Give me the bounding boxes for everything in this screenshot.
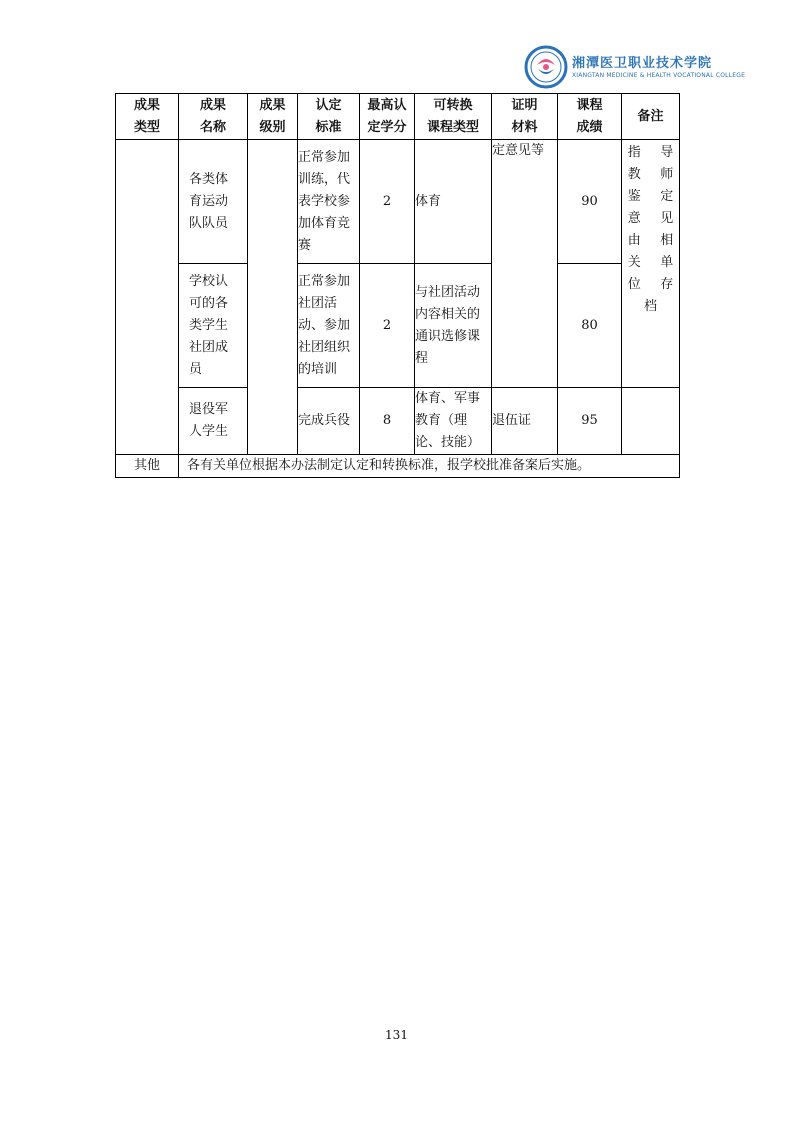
credit-conversion-table	[115, 93, 680, 478]
header-criteria: 认定 标准	[298, 94, 360, 140]
page-number: 131	[385, 1028, 408, 1042]
score-cell: 90	[558, 140, 622, 264]
college-name-en: XIANGTAN MEDICINE & HEALTH VOCATIONAL COLLEGE	[572, 71, 746, 79]
table-row	[116, 140, 680, 264]
college-logo	[524, 45, 745, 89]
other-label-cell: 其他	[116, 455, 179, 478]
other-text-cell: 各有关单位根据本办法制定认定和转换标准，报学校批准备案后实施。	[179, 455, 680, 478]
header-course-score: 课程 成绩	[558, 94, 622, 140]
achievement-type-cell	[116, 140, 179, 455]
notes-cell: 指 导 教 师 鉴 定 意 见 由 相 关 单 位 存 档	[622, 140, 680, 388]
course-type-cell: 体育、军事教育（理论、技能）	[415, 388, 492, 455]
score-cell: 95	[558, 388, 622, 455]
credits-cell: 8	[360, 388, 415, 455]
course-type-cell: 与社团活动内容相关的通识选修课程	[415, 264, 492, 388]
table-row-other	[116, 455, 680, 478]
achievement-name-cell: 退役军人学生	[179, 388, 248, 455]
college-name-cn: 湘潭医卫职业技术学院	[572, 55, 713, 71]
proof-cell: 定意见等	[492, 140, 558, 388]
table-header-row	[116, 94, 680, 140]
course-type-cell: 体育	[415, 140, 492, 264]
college-emblem-icon	[524, 45, 568, 89]
header-notes: 备注	[622, 94, 680, 140]
table-row	[116, 264, 680, 388]
header-proof: 证明 材料	[492, 94, 558, 140]
table-row	[116, 388, 680, 455]
header-course-type: 可转换 课程类型	[415, 94, 492, 140]
score-cell: 80	[558, 264, 622, 388]
header-achievement-name: 成果 名称	[179, 94, 248, 140]
criteria-cell: 完成兵役	[298, 388, 360, 455]
criteria-cell: 正常参加社团活动、参加社团组织的培训	[298, 264, 360, 388]
criteria-cell: 正常参加训练，代表学校参加体育竞赛	[298, 140, 360, 264]
header-max-credits: 最高认 定学分	[360, 94, 415, 140]
credits-cell: 2	[360, 140, 415, 264]
achievement-name-cell: 学校认可的各类学生社团成员	[179, 264, 248, 388]
header-achievement-type: 成果 类型	[116, 94, 179, 140]
header-achievement-level: 成果 级别	[248, 94, 298, 140]
proof-cell: 退伍证	[492, 388, 558, 455]
credits-cell: 2	[360, 264, 415, 388]
notes-cell	[622, 388, 680, 455]
achievement-name-cell: 各类体育运动队队员	[179, 140, 248, 264]
achievement-level-cell	[248, 140, 298, 455]
